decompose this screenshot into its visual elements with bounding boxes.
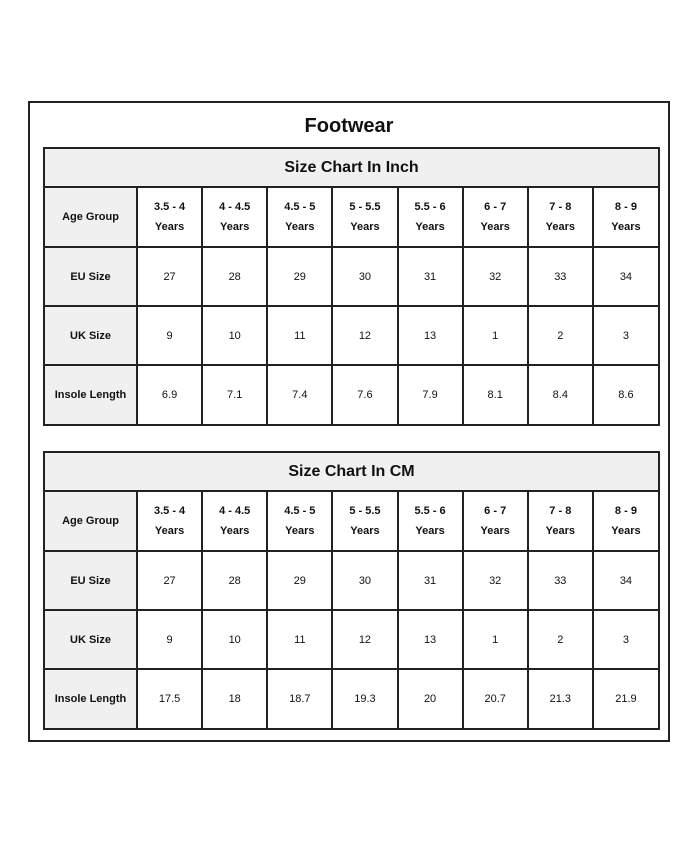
uk-size-cell: 3	[593, 610, 658, 669]
insole-length-cell: 6.9	[137, 365, 202, 424]
uk-size-cell: 11	[267, 610, 332, 669]
uk-size-cell: 9	[137, 306, 202, 365]
age-group-cell	[593, 188, 658, 247]
age-range: 5.5 - 6	[414, 201, 446, 213]
age-unit: Years	[220, 525, 250, 537]
age-unit: Years	[415, 221, 445, 233]
uk-size-cell: 12	[332, 610, 397, 669]
insole-length-cell: 7.4	[267, 365, 332, 424]
eu-size-cell: 32	[463, 551, 528, 610]
age-unit: Years	[545, 525, 575, 537]
size-table	[45, 492, 658, 728]
age-unit: Years	[285, 525, 315, 537]
uk-size-cell: 11	[267, 306, 332, 365]
row-label-insole-length: Insole Length	[45, 365, 137, 424]
age-unit: Years	[415, 525, 445, 537]
insole-length-cell: 7.1	[202, 365, 267, 424]
age-unit: Years	[285, 221, 315, 233]
eu-size-cell: 27	[137, 247, 202, 306]
eu-size-cell: 33	[528, 551, 593, 610]
size-chart-frame	[28, 101, 670, 742]
age-group-cell	[137, 188, 202, 247]
age-group-cell	[398, 492, 463, 551]
age-group-cell	[528, 492, 593, 551]
eu-size-cell: 27	[137, 551, 202, 610]
eu-size-cell: 31	[398, 551, 463, 610]
insole-length-cell: 8.4	[528, 365, 593, 424]
age-range: 5.5 - 6	[414, 505, 446, 517]
size-chart-inch	[43, 147, 660, 426]
age-unit: Years	[350, 525, 380, 537]
uk-size-cell: 12	[332, 306, 397, 365]
age-group-cell	[137, 492, 202, 551]
age-unit: Years	[480, 525, 510, 537]
insole-length-cell: 20.7	[463, 669, 528, 728]
age-group-cell	[528, 188, 593, 247]
age-range: 3.5 - 4	[153, 201, 186, 213]
row-label-eu-size: EU Size	[45, 247, 137, 306]
eu-size-cell: 29	[267, 247, 332, 306]
age-group-cell	[332, 188, 397, 247]
insole-length-cell: 17.5	[137, 669, 202, 728]
insole-length-cell: 21.9	[615, 693, 637, 705]
eu-size-row	[45, 551, 658, 610]
insole-length-cell: 7.6	[332, 365, 397, 424]
age-group-cell	[398, 188, 463, 247]
eu-size-cell: 33	[528, 247, 593, 306]
uk-size-cell: 10	[202, 306, 267, 365]
page-title: Footwear	[304, 115, 394, 137]
age-group-cell	[463, 188, 528, 247]
eu-size-cell: 30	[332, 247, 397, 306]
age-group-cell	[202, 492, 267, 551]
eu-size-row	[45, 247, 658, 306]
age-group-cell	[267, 188, 332, 247]
age-group-row	[45, 188, 658, 247]
eu-size-cell: 28	[202, 551, 267, 610]
insole-length-cell: 19.3	[332, 669, 397, 728]
age-range: 6 - 7	[484, 201, 507, 213]
uk-size-cell: 1	[463, 306, 528, 365]
uk-size-cell: 13	[398, 610, 463, 669]
eu-size-cell: 34	[593, 551, 658, 610]
insole-length-cell: 7.9	[398, 365, 463, 424]
row-label-age-group: Age Group	[45, 188, 137, 247]
age-range: 4.5 - 5	[284, 505, 316, 517]
eu-size-cell: 28	[202, 247, 267, 306]
age-range: 7 - 8	[549, 505, 572, 517]
age-unit: Years	[350, 221, 380, 233]
row-label-age-group: Age Group	[45, 492, 137, 551]
age-group-cell	[332, 492, 397, 551]
insole-length-cell: 20	[398, 669, 463, 728]
eu-size-cell: 34	[593, 247, 658, 306]
age-unit: Years	[154, 221, 185, 233]
age-unit: Years	[611, 525, 641, 537]
size-chart-cm	[43, 451, 660, 730]
age-range: 4 - 4.5	[219, 201, 251, 213]
age-unit: Years	[480, 221, 510, 233]
insole-length-cell: 18.7	[267, 669, 332, 728]
uk-size-row	[45, 610, 658, 669]
age-range: 3.5 - 4	[153, 505, 186, 517]
age-unit: Years	[154, 525, 185, 537]
age-group-cell	[267, 492, 332, 551]
age-range: 8 - 9	[614, 505, 637, 517]
insole-length-row	[45, 365, 658, 424]
age-range: 5 - 5.5	[349, 201, 381, 213]
uk-size-cell: 2	[528, 306, 593, 365]
row-label-eu-size: EU Size	[45, 551, 137, 610]
age-range: 5 - 5.5	[349, 505, 381, 517]
uk-size-cell: 1	[463, 610, 528, 669]
age-range: 7 - 8	[549, 201, 572, 213]
eu-size-cell: 31	[398, 247, 463, 306]
uk-size-cell: 2	[528, 610, 593, 669]
age-group-cell	[463, 492, 528, 551]
insole-length-cell: 18	[202, 669, 267, 728]
uk-size-row	[45, 306, 658, 365]
row-label-insole-length: Insole Length	[45, 669, 137, 728]
uk-size-cell: 10	[202, 610, 267, 669]
row-label-uk-size: UK Size	[45, 306, 137, 365]
eu-size-cell: 32	[463, 247, 528, 306]
age-unit: Years	[611, 221, 641, 233]
chart-heading: Size Chart In CM	[45, 453, 658, 492]
age-range: 8 - 9	[614, 201, 637, 213]
size-table	[45, 188, 658, 424]
age-group-cell	[202, 188, 267, 247]
eu-size-cell: 29	[267, 551, 332, 610]
uk-size-cell: 13	[398, 306, 463, 365]
uk-size-cell: 3	[593, 306, 658, 365]
age-group-row	[45, 492, 658, 551]
age-range: 6 - 7	[484, 505, 507, 517]
age-unit: Years	[220, 221, 250, 233]
age-range: 4.5 - 5	[284, 201, 316, 213]
uk-size-cell: 9	[137, 610, 202, 669]
insole-length-cell: 8.6	[618, 389, 634, 401]
row-label-uk-size: UK Size	[45, 610, 137, 669]
eu-size-cell: 30	[332, 551, 397, 610]
age-group-cell	[593, 492, 658, 551]
insole-length-cell: 8.1	[463, 365, 528, 424]
insole-length-cell: 21.3	[528, 669, 593, 728]
chart-heading: Size Chart In Inch	[45, 149, 658, 188]
insole-length-row	[45, 669, 658, 728]
age-unit: Years	[545, 221, 575, 233]
age-range: 4 - 4.5	[219, 505, 251, 517]
